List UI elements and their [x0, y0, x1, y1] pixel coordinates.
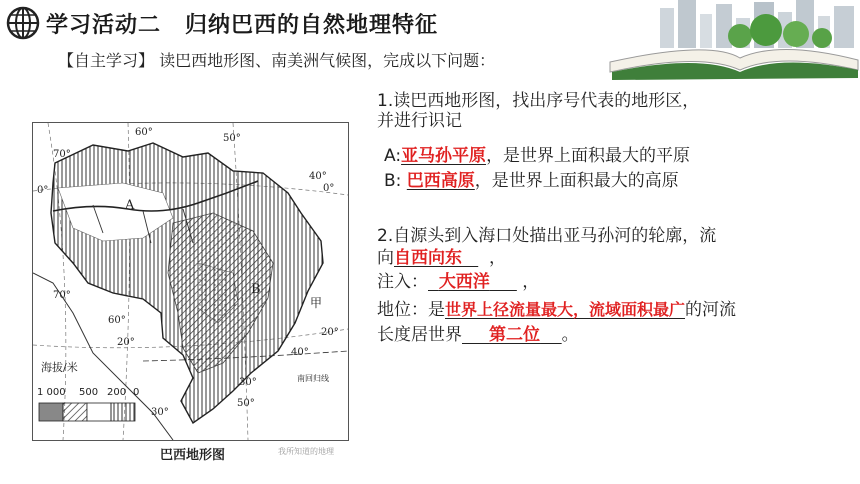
q2-length-suffix: 。 — [561, 325, 579, 345]
legend-value: 500 — [79, 387, 99, 398]
deg-label: 60° — [135, 127, 153, 138]
q1-prompt-line1: 1.读巴西地形图，找出序号代表的地形区， — [377, 91, 700, 111]
legend-swatches — [39, 403, 135, 421]
q2-length-prefix: 长度居世界 — [377, 325, 462, 345]
q2-inflow-prefix: 注入： — [377, 272, 428, 292]
q1-answer-b — [384, 170, 679, 192]
deg-label: 60° — [108, 315, 126, 326]
deg-label: 30° — [151, 407, 169, 418]
legend-value: 0 — [133, 387, 140, 398]
map-drawing — [33, 123, 348, 440]
q2-length-answer: 第二位 — [489, 325, 541, 345]
deg-label: 50° — [223, 133, 241, 144]
q2-status-prefix: 地位：是 — [377, 300, 445, 320]
q1-a-answer: 亚马孙平原 — [401, 146, 487, 166]
region-label-b: B — [251, 282, 261, 297]
q2-status — [377, 299, 736, 321]
q2-dir-prefix: 向 — [377, 248, 394, 268]
legend-value: 200 — [107, 387, 127, 398]
q2-dir-answer: 自西向东 — [394, 248, 462, 268]
q1-prompt-line2: 并进行识记 — [377, 111, 462, 131]
deg-label: 70° — [53, 290, 71, 301]
legend-value: 1 000 — [37, 387, 66, 398]
q2-direction — [377, 247, 506, 269]
q1-b-answer: 巴西高原 — [406, 171, 475, 191]
title-topic: 归纳巴西的自然地理特征 — [185, 13, 439, 38]
deg-label: 0° — [37, 185, 49, 196]
deg-label: 40° — [309, 171, 327, 182]
q2-status-answer: 世界上径流量最大，流域面积最广 — [445, 300, 686, 319]
q2-length — [377, 324, 579, 346]
book-city-illustration — [590, 0, 860, 84]
q1-a-suffix: ，是世界上面积最大的平原 — [486, 146, 691, 166]
q1-b-suffix: ，是世界上面积最大的高原 — [474, 171, 679, 191]
page-title — [46, 8, 438, 39]
instruction-text: 【自主学习】 读巴西地形图、南美洲气候图，完成以下问题： — [58, 51, 496, 70]
globe-icon — [6, 6, 40, 40]
q2-inflow-answer: 大西洋 — [438, 272, 490, 292]
q2-dir-suffix: ， — [489, 248, 507, 268]
q2-status-suffix: 的河流 — [685, 300, 737, 320]
deg-label: 70° — [53, 149, 71, 160]
deg-label: 20° — [321, 327, 339, 338]
location-label-jia: 甲 — [310, 296, 323, 310]
q2-inflow-suffix: ， — [522, 272, 540, 292]
deg-label: 20° — [117, 337, 135, 348]
deg-label: 40° — [291, 347, 309, 358]
deg-label: 0° — [323, 183, 335, 194]
deg-label: 30° — [239, 377, 257, 388]
q2-prompt-line1: 2.自源头到入海口处描出亚马孙河的轮廓，流 — [377, 226, 717, 246]
deg-label: 50° — [237, 398, 255, 409]
tropic-label: 南回归线 — [297, 374, 329, 383]
q1-answer-a — [384, 145, 690, 167]
brazil-terrain-map — [32, 122, 349, 441]
q2-inflow — [377, 271, 539, 293]
q1-b-prefix: B: — [384, 171, 402, 191]
q1-a-prefix: A: — [384, 146, 402, 166]
map-caption: 巴西地形图 — [160, 448, 226, 463]
legend-title: 海拔/米 — [41, 361, 78, 374]
title-number: 学习活动二 — [46, 13, 162, 38]
watermark: 我所知道的地理 — [278, 447, 334, 456]
region-label-a: A — [125, 198, 135, 213]
